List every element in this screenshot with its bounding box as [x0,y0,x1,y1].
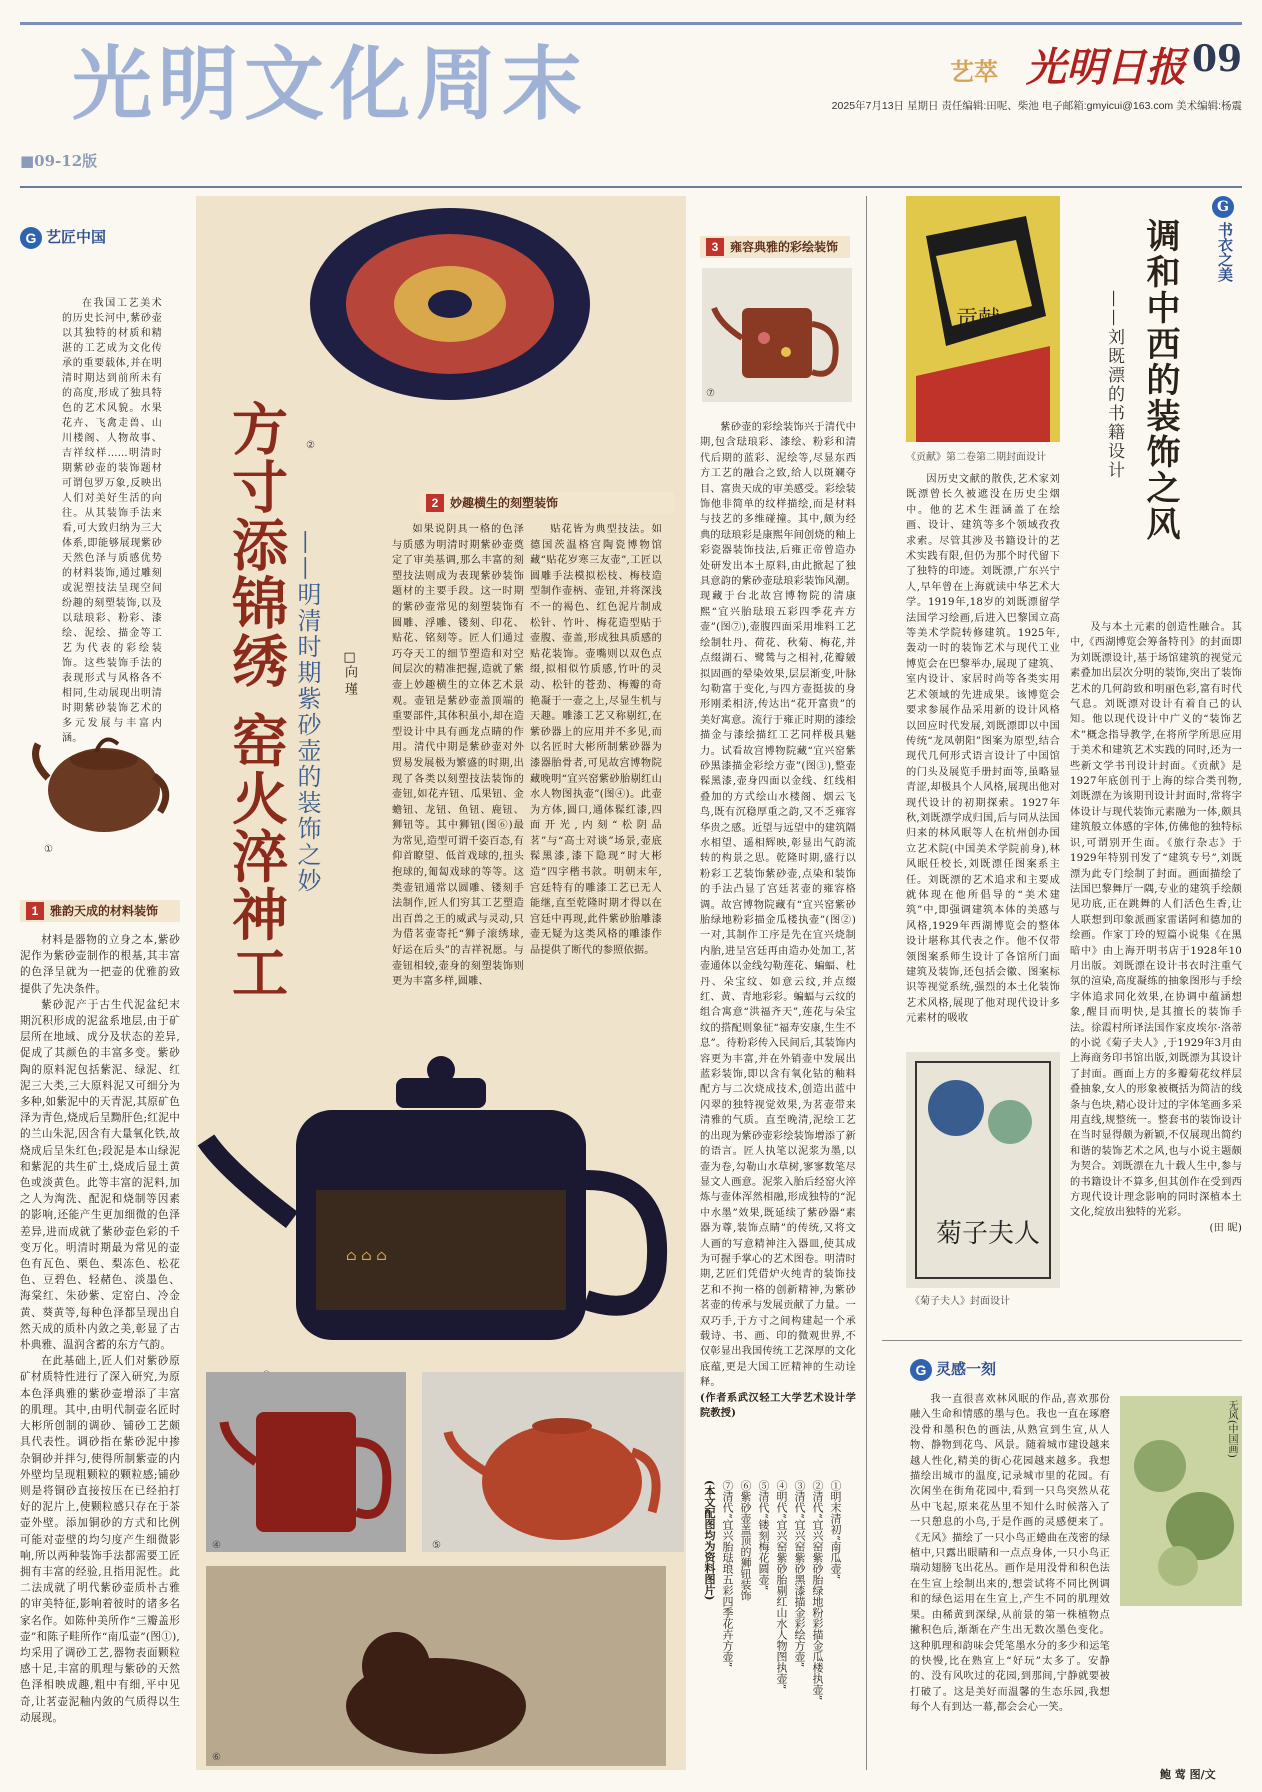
dateline: 2025年7月13日 星期日 责任编辑:田呢、柴池 电子邮箱:gmyicui@163.com 美术编辑:杨震 [831,100,1242,112]
bottom-box-rule [882,1340,1242,1341]
feature-title: 方寸添锦绣 窑火淬神工 [223,400,289,1002]
left-body-text: 材料是器物的立身之本,紫砂泥作为紫砂壶制作的根基,其丰富的色泽呈就为一把壶的优雅韵致提供了先决条件。 紫砂泥产于古生代泥盆纪末期沉积形成的泥盆系地层,由于矿层所在地域、成分及状态的差异,促成了其颜色的丰富多变。紫砂陶的原料泥包括紫泥、绿泥、红泥三大类,三大原料泥又可细分为多种,如紫泥中的天青泥,其原矿色泽为青色,烧成后呈黝肝色;红泥中的兰山朱泥,因含有大量氧化铁,故烧成后呈朱红色;段泥是本山绿泥和紫泥的共生矿土,烧成后显土黄色或淡黄色。此等丰富的泥料,加之人为淘洗、配泥和烧制等因素的影响,还能产生更加细微的色泽差异,进而成就了紫砂壶色彩的千变万化。明清时期最为常见的壶色有瓦色、栗色、梨冻色、松花色、豆碧色、轻赭色、淡墨色、海棠红、朱砂紫、定窑白、冷金黄、葵黄等,每种色泽都呈现出自然天成的质朴内敛之美,彰显了古朴典雅、温润含蓄的东方气韵。 在此基础上,匠人们对紫砂原矿材质特性进行了深入研究,为原本色泽典雅的紫砂壶增添了丰富的肌理。其中,由明代制壶名匠时大彬所创制的调砂、铺砂工艺颇具代表性。调砂指在紫砂泥中掺杂铜砂并拌匀,使得所制紫壶的内外壁均呈现粗颗粒的颗粒感;铺砂则是将铜砂直接按压在已经拍打好的泥片上,使颗粒感只存在于茶壶外壁。添加铜砂的方式和比例可能对壶壁的均匀度产生细微影响,所以两种装饰手法都需要工匠拥有丰富的经验,且指用泥性。此二法成就了明代紫砂壶质朴古雅的审美特征,影响着彼时的诸多名家名作。如陈仲美所作“三瓣盖形壶”和陈子畦所作“南瓜壶”(图①),均采用了调砂工艺,器物表面颗粒感十足,丰富的肌理与紫砂的天然色泽相映成趣,粗中有细,平中见奇,让茗壶泥釉内敛的气质得以生动展现。 [20,934,180,1724]
gongxian-cover-icon [906,196,1060,442]
caption-7: ⑦清代“宜兴胎琺琅五彩四季花卉方壶” [721,1480,734,1668]
svg-text:⌂ ⌂ ⌂: ⌂ ⌂ ⌂ [346,1248,387,1264]
bottom-essay: 我一直很喜欢林风眠的作品,喜欢那份融入生命和情感的墨与色。我也一直在琢磨没骨和墨积色的画法,从熟宣到生宣,从人物、静物到花鸟、风景。随着城市建设越来越人性化,精美的街心花园越来越多。我想描绘出城市的温度,记录城市里的花园。有次闲坐在街角花园中,看到一只鸟突然从花丛中飞起,原来花丛里不知什么时候落入了一只憩息的小鸟,于是作画的灵感便来了。《无风》描绘了一只小鸟正蜷曲在茂密的绿植中,只露出眼睛和一点点身体,一只小鸟正瑞动翅膀飞出花丛。画作是用没骨和积色法在生宣上绘制出来的,想尝试将不同比例调和的绿色运用在生宣上,产生不同的肌理效果。由稀黄到深绿,从前景的第一株植物点撇积色后,渐渐在产生出无数次墨色变化。这种肌理和韵味会凭笔墨水分的多少和运笔的快慢,比在熟宣上“好玩”太多了。安静的、没有风吹过的花园,到那间,宁静就要被打破了。这是美好而温馨的生态乐园,我想每个人有到达一幕,都会会心一笑。 [910,1394,1110,1714]
middle-text-col-1: 如果说阴具一格的色泽与质感为明清时期紫砂壶奠定了审美基调,那么丰富的刻塑技法则成为表现紫砂装饰题材的主要手段。这一时期的紫砂壶常见的刻塑装饰有圆雕、浮雕、镂刻、印花、贴花、铭刻等。匠人们通过巧夺天工的细节塑造和对空间层次的精准把握,造就了紫壶上妙趣横生的立体艺术景观。壶钮是紫砂壶盖顶端的重要部件,其体积虽小,却在造型设计中具有画龙点睛的作用。清代中期是紫砂壶对外贸易发展极为繁盛的时期,出现了各类以刻塑技法装饰的壶钮,如花卉钮、瓜果钮、金蟾钮、龙钮、鱼钮、鹿钮、狮钮等。其中狮钮(图⑥)最为常见,造型可谓千姿百态,有仰首瞭望、低首戏球的,扭头抱球的,匍匐戏球的等等。这类壶钮通常以圆雕、镂刻手法制作,匠人们穷其工艺塑造出百兽之王的威武与灵动,只为借茗壶寄托“狮子滚绣球,好运在后头”的吉祥祝愿。与壶钮相较,壶身的刻塑装饰则更为丰富多样,圆雕、 [392,524,524,988]
image-label-6: ⑥ [212,1752,221,1763]
column-head-bottom: G 灵感一刻 [910,1358,996,1381]
column-head-right [1212,196,1242,282]
g-logo-icon-bottom: G [910,1359,932,1381]
section-number-1: 1 [26,902,44,920]
page-number: 09 [1192,38,1243,80]
right-subtitle: ——刘既漂的书籍设计 [1104,290,1124,480]
page-range: ■09-12版 [20,152,98,170]
feature-subtitle: ——明清时期紫砂壶的装饰之妙 [293,530,321,894]
right-text-col-1: 因历史文献的散佚,艺术家刘既漂曾长久被遮没在历史尘烟中。他的艺术生涯涵盖了在绘画、设计、建筑等多个领域孜孜求索。尽管其涉及书籍设计的艺术实践有限,但仍为那个时代留下了独特的印迹。刘既漂,广东兴宁人,早年曾在上海就读中华艺术大学。1919年,18岁的刘既漂留学法国学习绘画,后进入巴黎国立高等美术学院转修建筑。1925年,轰动一时的装饰艺术与现代工业博览会在巴黎举办,展现了建筑、室内设计、家居时尚等各类实用艺术领域的先进成果。该博览会要求参展作品采用新的设计风格以回应时代发展,刘既漂即以中国传统“龙凤朝阳”图案为原型,结合现代几何形式语言设计了中国馆的门头及展览手册封面等,虽略显青涩,却极具个人风格,展现出他对现代设计的初期探索。1927年秋,刘既漂学成归国,后与同从法国归来的林风眠等人在杭州创办国立艺术院(中国美术学院前身),林风眠任校长,刘既漂任图案系主任。刘既漂的艺术追求和主要成就体现在他所倡导的“美术建筑”中,即强调建筑本体的美感与风格,1929年西湖博览会的整体设计堪称其代表之作。他不仅带领图案系师生设计了各馆所门面建筑及装饰,还包括会徽、图案标识等视觉系统,强烈的本土化装饰艺术风格,展现了他对现代设计多元素材的吸收 [906,474,1060,1025]
caption-6: ⑥紫砂壶盖顶的狮钮装饰 [739,1480,752,1601]
red-lacquer-teapot-icon [206,1372,406,1552]
author-note: (作者系武汉轻工大学艺术设计学院教授) [700,1391,856,1419]
gongxian-cover-title: 贡献 [956,307,1001,332]
subhead-3: 3 雍容典雅的彩绘装饰 [700,236,850,258]
melon-teapot-icon [300,200,600,440]
g-logo-icon-right: G [1212,196,1234,218]
lion-knob-icon [206,1566,666,1766]
melon-teapot-image [300,200,600,440]
caption-2: ②清代“宜兴窑紫砂胎绿地粉彩描金瓜楼执壶” [811,1480,824,1701]
subhead-2: 2 妙趣横生的刻塑装饰 [420,492,674,514]
author-byline: □向 瑾 [342,650,357,696]
middle-text-col-2: 贴花皆为典型技法。如德国茨温格宫陶瓷博物馆藏“贴花岁寒三友壶”,工匠以圆雕手法模拟松枝、梅枝造型制作壶柄、壶钮,并将深浅不一的褐色、红色泥片制成松针、竹叶、梅花造型贴于壶腹、壶盖,形成独具质感的贴花装饰。壶嘴则以双色点缀,拟相似竹质感,竹叶的灵动、松针的苍劲、梅瓣的奇艳凝于一壶之上,尽显生机与天趣。雕漆工艺又称剔红,在紫砂器上的应用并不多见,而以名匠时大彬所制紫砂器为漆器胎骨者,可见故宫博物院藏晚明“宜兴窑紫砂胎剔红山水人物图执壶”(图④)。此壶为方体,圆口,通体髹红漆,四面开光,内刻“松阴品茗”与“高士对谈”场景,壶底髹黑漆,漆下隐现“时大彬造”四字楷书款。明朝末年,宫廷特有的雕漆工艺已无人能继,直至乾隆时期才得以在宫廷中再现,此件紫砂胎雕漆壶无疑为这类风格的雕漆作品提供了断代的参照依据。 [530,524,662,957]
image-label-5: ⑤ [432,1540,441,1551]
square-teapot-icon [196,1050,686,1370]
caption-1: ①明末清初“南瓜壶” [829,1480,842,1580]
kikuko-cover-title: 菊子夫人 [936,1219,1041,1249]
image-source-note: (本文配图均为资料图片) [703,1480,716,1601]
section-name: 艺萃 [950,57,998,86]
intro-text: 在我国工艺美术的历史长河中,紫砂壶以其独特的材质和精湛的工艺成为文化传承的重要载体,并在明清时期达到前所未有的高度,形成了独具特色的艺术风貌。水果花卉、飞禽走兽、山川楼阁、人物故事、吉祥纹样……明清时期紫砂壶的装饰题材可谓包罗万象,反映出人们对美好生活的向往。从其装饰手法来看,可大致归纳为三大体系,即能够展现紫砂天然色泽与质感优势的材料装饰,通过雕刻或泥塑技法呈现空间纷趣的刻塑装饰,以及以琺琅彩、粉彩、漆绘、泥绘、描金等工艺为代表的彩绘装饰。这些装饰手法的表现形式与风格各不相同,生动展现出明清时期紫砂装饰艺术的多元发展与丰富内涵。 [62,298,162,744]
kikuko-cover-icon [906,1052,1060,1288]
subhead-1: 1 雅韵天成的材料装饰 [20,900,180,922]
carved-teapot-image [422,1372,684,1552]
image-label-7: ⑦ [706,388,715,399]
right-title: 调和中西的装饰之风 [1140,218,1180,542]
right-column-name: 书衣之美 [1216,222,1233,282]
top-rule [20,22,1242,25]
column-name: 艺匠中国 [46,229,107,246]
column-head-left [20,226,106,249]
carved-round-teapot-icon [422,1372,684,1552]
section3-text: 紫砂壶的彩绘装饰兴于清代中期,包含琺琅彩、漆绘、粉彩和清代后期的蓝彩、泥绘等,尽显东西方工艺的融合之致,给人以斑斓夺目、富贵天成的审美感受。彩绘装饰他非简单的纹样描绘,而是材料与技艺的多维碰撞。其中,颇为经典的琺琅彩是康熙年间创烧的釉上彩瓷器装饰技法,后雍正帝曾造办处研发出本土原料,由此掀起了独具意韵的紫砂壶琺琅彩装饰风潮。现藏于台北故宫博物院的清康熙“宜兴胎琺琅五彩四季花卉方壶”(图⑦),壶腹四面采用堆料工艺绘制牡丹、荷花、秋菊、梅花,并点缀湖石、鹭鸶与之相衬,花瓣皴拟固画的晕染效果,层层渐变,叶脉勾勒富于变化,与四方壶挺拔的身形刚柔相济,传达出“花开富贵”的美好寓意。流行于雍正时期的漆绘描金与漆绘描红工艺同样极具魅力。试看故宫博物院藏“宜兴窑紫砂黑漆描金彩绘方壶”(图③),整壶髹黑漆,壶身四面以金线、红线相叠加的方式绘山水楼阁、烟云飞鸟,既有沉稳厚重之韵,又不乏雍容华贵之感。近望与远望中的建筑隔水相望、遥相辉映,彰显出气韵流转的构景之思。乾隆时期,盛行以粉彩工艺装饰紫砂壶,点染和装饰的手法凸显了宫廷茗壶的雍容格调。故宫博物院藏有“宜兴窑紫砂胎绿地粉彩描金瓜楼执壶”(图②)一对,其制作工序是先在宜兴烧制内胎,进呈宫廷再由造办处加工,茗壶通体以金线勾勒莲花、蝙蝠、杜丹、朵宝纹、如意云纹,并点缀红、黄、青地彩彩。蝙蝠与云纹的组合寓意“洪福齐天”,莲花与朵宝纹的搭配则象征“福寿安康,生生不息”。待粉彩传入民间后,其装饰内容更为丰富,并在外销壶中发展出蓝彩装饰,即以含有氧化钴的釉料配方与二次烧成技术,创造出蓝中闪翠的独特视觉效果,为茗壶带来清雅的气质。直至晚清,泥绘工艺的出现为紫砂壶彩绘装饰增添了新的语言。匠人执笔以泥浆为墨,以壶为卷,勾勒山水草树,寥寥数笔尽显文人画意。泥浆入胎后经窑火淬炼与壶体浑然相融,形成独特的“泥中水墨”效果,既延续了紫砂器“素器为尊,装饰点睛”的传统,又将文人画的写意精神注入器皿,使其成为可握手掌心的艺术图卷。明清时期,艺匠们凭借炉火纯青的装饰技艺和不拘一格的创新精神,为紫砂茗壶的传承与发展贡献了力量。一双巧手,于方寸之间构建起一个承载诗、书、画、印的微观世界,不仅彰显出我国传统工艺深厚的文化底蕴,更是大国工匠精神的生动诠释。 (作者系武汉轻工大学艺术设计学院教授) [700,420,856,1460]
masthead-title: 光明文化周末 [72,37,588,131]
pumpkin-teapot-image [26,680,176,840]
newspaper-logo: 光明日报 [1026,44,1186,91]
caption-4: ④明代“宜兴窑紫砂胎剔红山水人物图执壶” [775,1480,788,1690]
lion-knob-image [206,1566,666,1766]
pumpkin-teapot-icon [26,680,176,840]
black-lacquer-teapot-image [196,1050,686,1370]
right-text-col-2: 及与本土元素的创造性融合。其中,《西湖博览会筹备特刊》的封面即为刘既漂设计,基于场馆建筑的视觉元素叠加出层次分明的装饰,突出了装饰艺术的几何韵致和明丽色彩,富有时代气息。刘既漂对设计有着自己的认知。他以现代设计中广义的“装饰艺术”概念指导教学,在将所学所思应用于美术和建筑艺术实践的同时,还为一些新文学书刊设计封面。《贡献》是1927年底创刊于上海的综合类刊物,刘既漂在为该期刊设计封面时,常将字体设计与现代装饰元素融为一体,颇具建筑般立体感的字体,仿佛他的独特标识,可谓别开生面。《旅行杂志》于1929年特别刊发了“建筑专号”,刘既漂为此专门绘制了封面。画面描绘了法国巴黎舞厅一隅,专业的建筑手绘颇见功底,正在跳舞的人们活色生香,让人联想到印象派画家雷诺阿和德加的绘画。作家丁玲的短篇小说集《在黑暗中》由上海开明书店于1928年10月出版。刘既漂在设计书衣时注重气氛的渲染,高度凝练的抽象图形与手绘字体追求同化效果,在协调中蕴涵想象,醒目而明快,是其擅长的装饰手法。徐霞村所译法国作家皮埃尔·洛蒂的小说《菊子夫人》,于1929年3月由上海商务印书馆出版,刘既漂为其设计了封面。画面上方的多瓣菊花纹样层叠抽象,女人的形象被概括为简洁的线条与色块,精心设计过的字体笔画多采用直线,规整统一。整套书的装饰设计在当时显得颇为新颖,不仅展现出简约和谐的装饰艺术之风,也与小说主题颇为契合。刘既漂在九十载人生中,参与的书籍设计不算多,但其创作在受到西方现代设计理念影响的同时深植本土文化,绽放出独特的光彩。 (田 昵) [1070,620,1242,1340]
caption-3: ③清代“宜兴窑紫砂黑漆描金彩绘方壶” [793,1480,806,1668]
gongxian-cover-image [906,196,1060,442]
painting-label: 无风(中国画) [1226,1400,1237,1458]
enamel-teapot-image [702,268,852,402]
bottom-byline: 鲍 莺 图/文 [1160,1768,1216,1781]
red-lacquer-teapot-image [206,1372,406,1552]
kikuko-cover-image [906,1052,1060,1288]
image-caption-gongxian: 《贡献》第二卷第二期封面设计 [906,452,1046,463]
section-number-3: 3 [706,238,724,256]
image-label-4: ④ [212,1540,221,1551]
image-caption-kikuko: 《菊子夫人》封面设计 [910,1296,1010,1307]
section-number-2: 2 [426,494,444,512]
header-rule [20,186,1242,188]
column-divider [866,196,867,1770]
g-logo-icon: G [20,227,42,249]
right-byline: (田 昵) [1209,1222,1242,1234]
captions-list [700,1480,844,1760]
image-label-2: ② [306,440,315,451]
enamel-teapot-icon [702,268,852,402]
caption-5: ⑤清代“镂刻梅花圆壶” [757,1480,770,1591]
image-label-1: ① [44,844,53,855]
